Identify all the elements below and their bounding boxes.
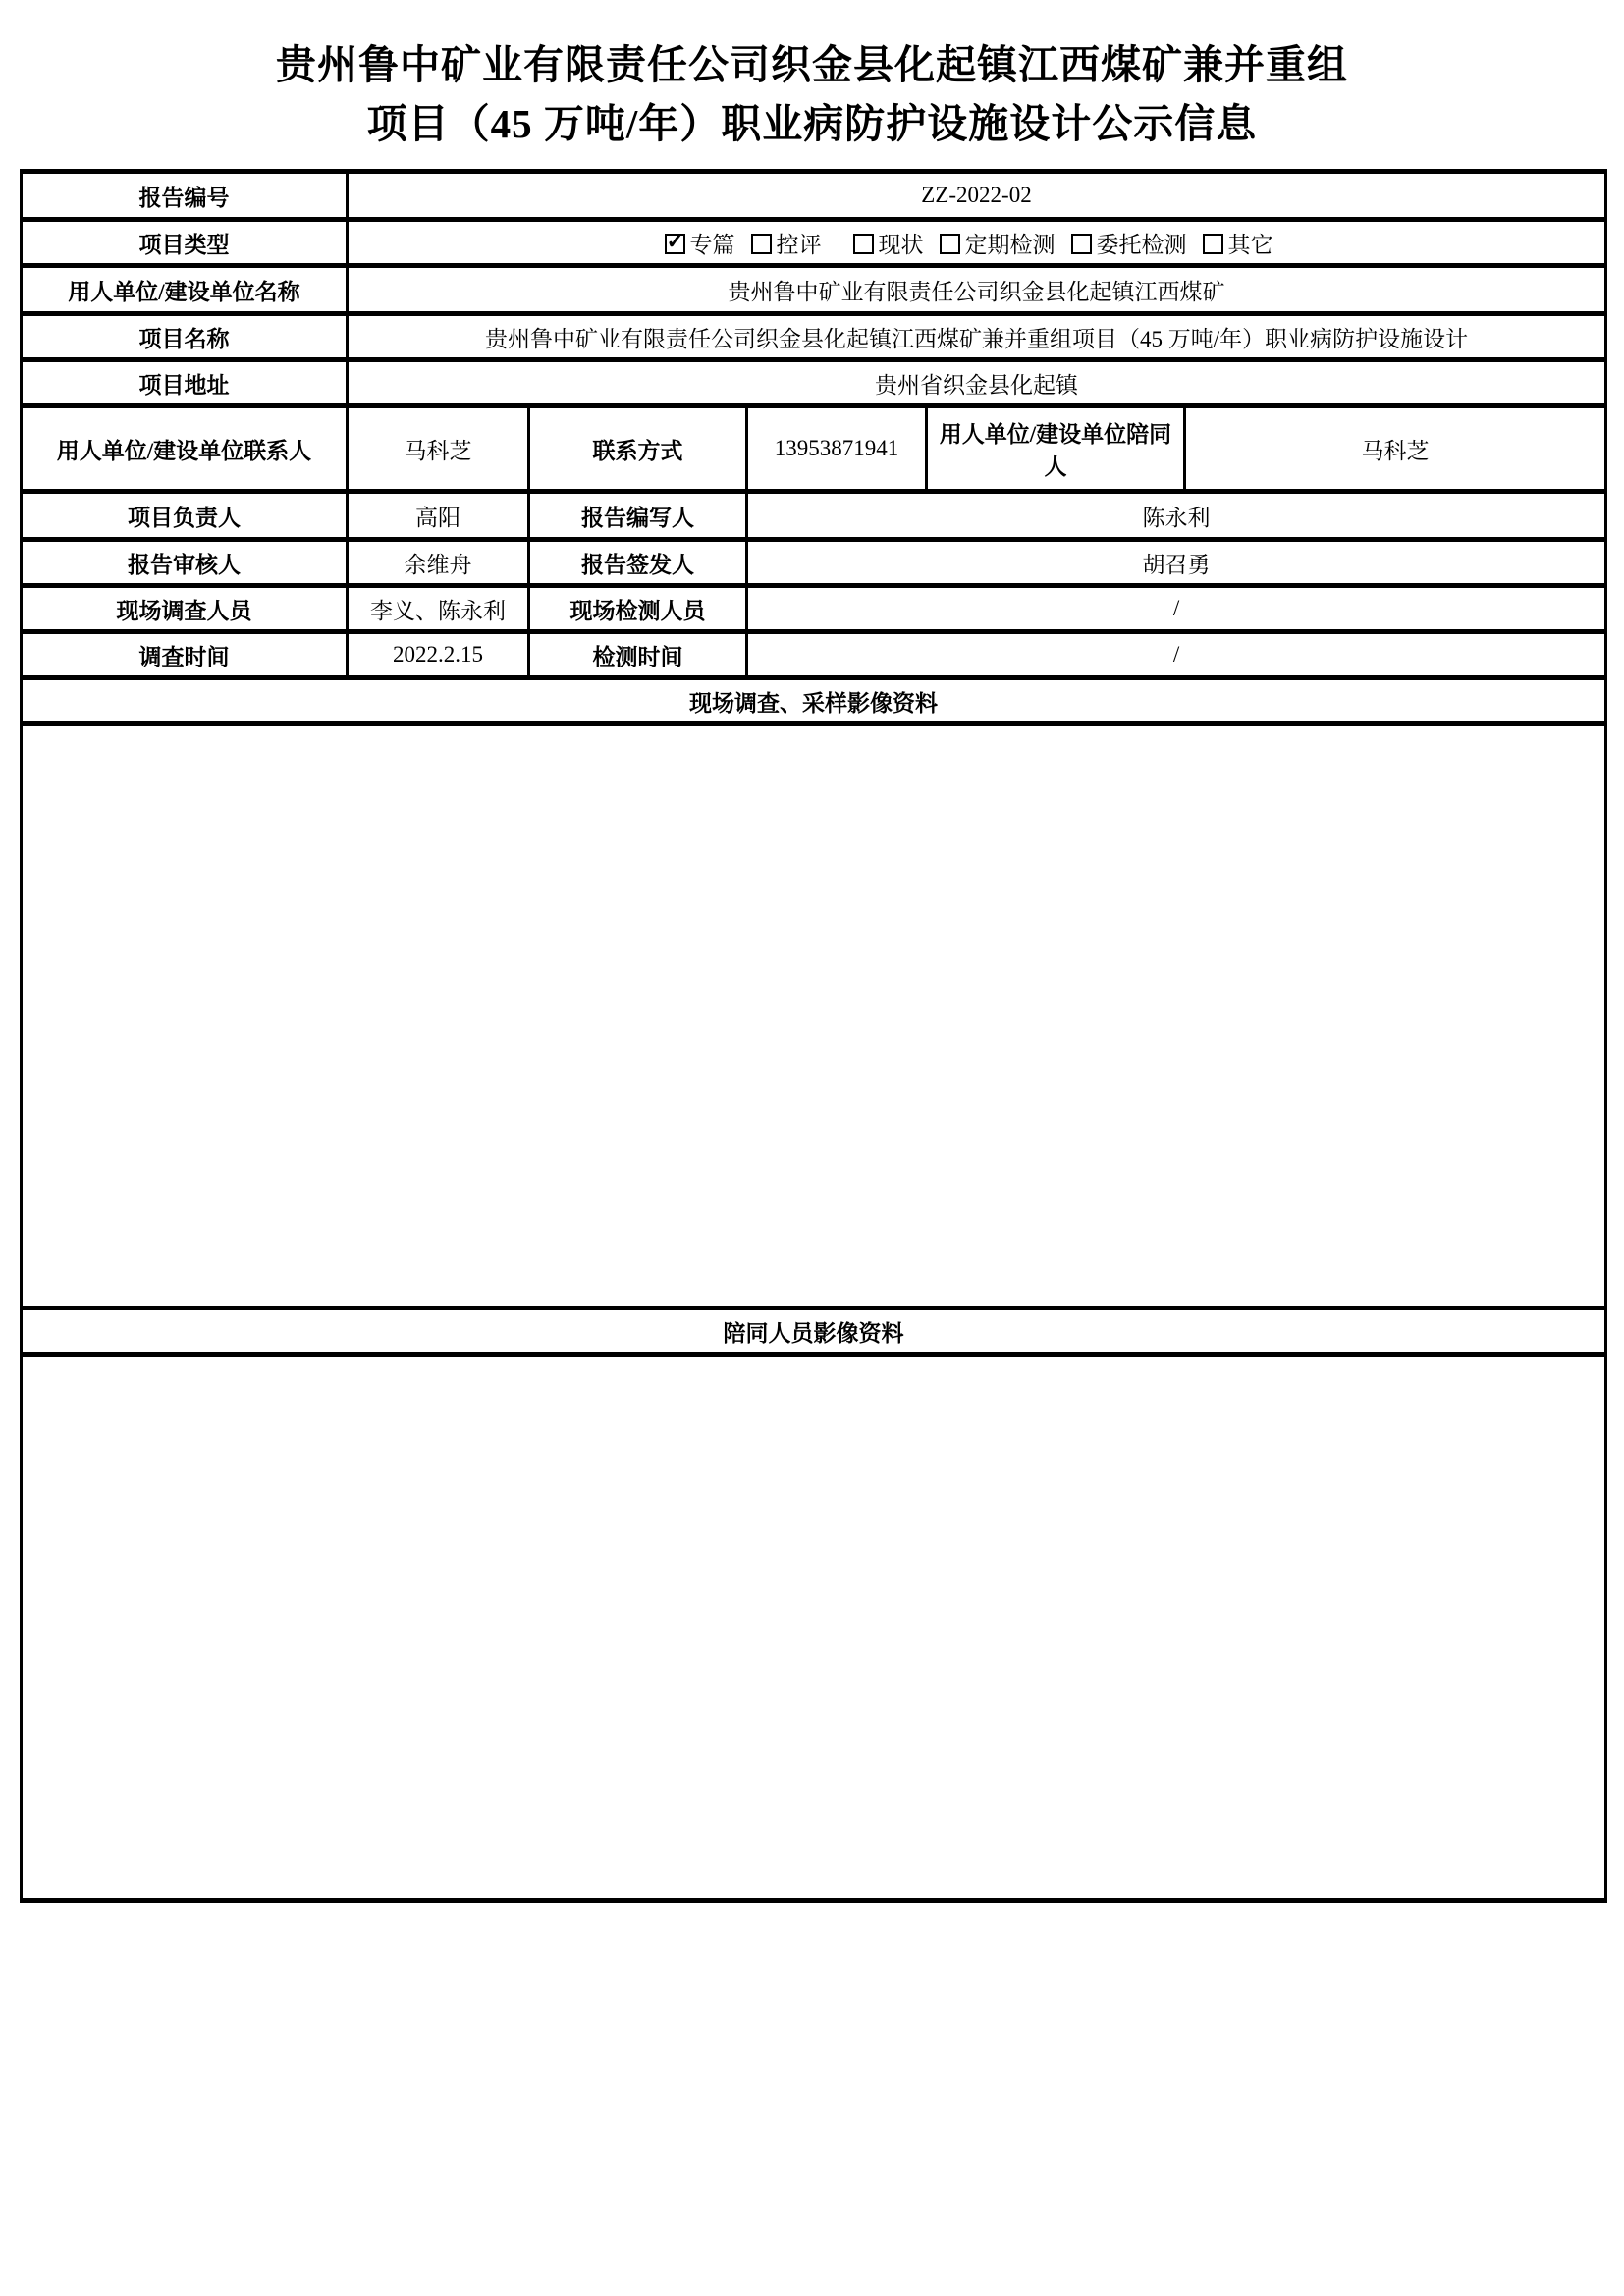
row-section1-body xyxy=(22,724,1606,1308)
report-writer-value: 陈永利 xyxy=(747,492,1606,540)
project-leader-value: 高阳 xyxy=(348,492,529,540)
option-periodic-test xyxy=(940,233,1056,257)
contact-method-label: 联系方式 xyxy=(529,406,747,492)
checkbox-icon xyxy=(1203,234,1223,254)
option-status-quo xyxy=(853,233,924,257)
site-testers-value: / xyxy=(747,586,1606,632)
row-section2-body xyxy=(22,1355,1606,1901)
option-other xyxy=(1203,233,1273,257)
test-date-value: / xyxy=(747,632,1606,678)
contact-label: 用人单位/建设单位联系人 xyxy=(22,406,348,492)
row-project-type xyxy=(22,220,1606,266)
project-type-options xyxy=(348,220,1606,266)
option-special-chapter xyxy=(665,233,735,257)
project-leader-label: 项目负责人 xyxy=(22,492,348,540)
row-section1-header xyxy=(22,678,1606,724)
escort-photos-header: 陪同人员影像资料 xyxy=(22,1308,1606,1355)
row-survey-date xyxy=(22,632,1606,678)
site-investigators-label: 现场调查人员 xyxy=(22,586,348,632)
test-date-label: 检测时间 xyxy=(529,632,747,678)
project-type-label: 项目类型 xyxy=(22,220,348,266)
site-testers-label: 现场检测人员 xyxy=(529,586,747,632)
report-writer-label: 报告编写人 xyxy=(529,492,747,540)
report-reviewer-label: 报告审核人 xyxy=(22,540,348,586)
checkbox-icon xyxy=(1071,234,1092,254)
escort-photos-area xyxy=(22,1355,1606,1901)
info-table xyxy=(20,169,1607,1903)
report-issuer-label: 报告签发人 xyxy=(529,540,747,586)
site-survey-photos-header: 现场调查、采样影像资料 xyxy=(22,678,1606,724)
option-entrusted-test xyxy=(1071,233,1187,257)
site-investigators-value: 李义、陈永利 xyxy=(348,586,529,632)
contact-value: 马科芝 xyxy=(348,406,529,492)
row-section2-header xyxy=(22,1308,1606,1355)
project-name-value: 贵州鲁中矿业有限责任公司织金县化起镇江西煤矿兼并重组项目（45 万吨/年）职业病防护设施设计 xyxy=(348,314,1606,360)
escort-value: 马科芝 xyxy=(1185,406,1606,492)
row-report-reviewer xyxy=(22,540,1606,586)
option-label: 专篇 xyxy=(689,232,735,257)
report-no-value: ZZ-2022-02 xyxy=(348,172,1606,220)
option-control-eval xyxy=(751,233,822,257)
option-label: 定期检测 xyxy=(964,232,1056,257)
project-name-label: 项目名称 xyxy=(22,314,348,360)
project-address-label: 项目地址 xyxy=(22,360,348,406)
row-project-address xyxy=(22,360,1606,406)
row-project-name xyxy=(22,314,1606,360)
row-contact xyxy=(22,406,1606,492)
checkbox-icon xyxy=(853,234,874,254)
option-label: 其它 xyxy=(1227,232,1273,257)
option-label: 现状 xyxy=(878,232,924,257)
employer-name-value: 贵州鲁中矿业有限责任公司织金县化起镇江西煤矿 xyxy=(348,266,1606,314)
checkbox-checked-icon xyxy=(665,234,685,254)
page-title-line2: 项目（45 万吨/年）职业病防护设施设计公示信息 xyxy=(366,101,1258,146)
row-project-leader xyxy=(22,492,1606,540)
report-reviewer-value: 余维舟 xyxy=(348,540,529,586)
escort-label: 用人单位/建设单位陪同人 xyxy=(927,406,1185,492)
site-survey-photos-area xyxy=(22,724,1606,1308)
checkbox-icon xyxy=(940,234,960,254)
option-label: 控评 xyxy=(776,232,822,257)
row-report-no xyxy=(22,172,1606,220)
contact-method-value: 13953871941 xyxy=(747,406,927,492)
option-label: 委托检测 xyxy=(1096,232,1187,257)
report-issuer-value: 胡召勇 xyxy=(747,540,1606,586)
checkbox-icon xyxy=(751,234,772,254)
page-title-line1: 贵州鲁中矿业有限责任公司织金县化起镇江西煤矿兼并重组 xyxy=(276,42,1348,87)
report-no-label: 报告编号 xyxy=(22,172,348,220)
project-address-value: 贵州省织金县化起镇 xyxy=(348,360,1606,406)
page-title xyxy=(0,0,1624,153)
survey-date-label: 调查时间 xyxy=(22,632,348,678)
row-employer-name xyxy=(22,266,1606,314)
employer-name-label: 用人单位/建设单位名称 xyxy=(22,266,348,314)
survey-date-value: 2022.2.15 xyxy=(348,632,529,678)
row-site-investigators xyxy=(22,586,1606,632)
